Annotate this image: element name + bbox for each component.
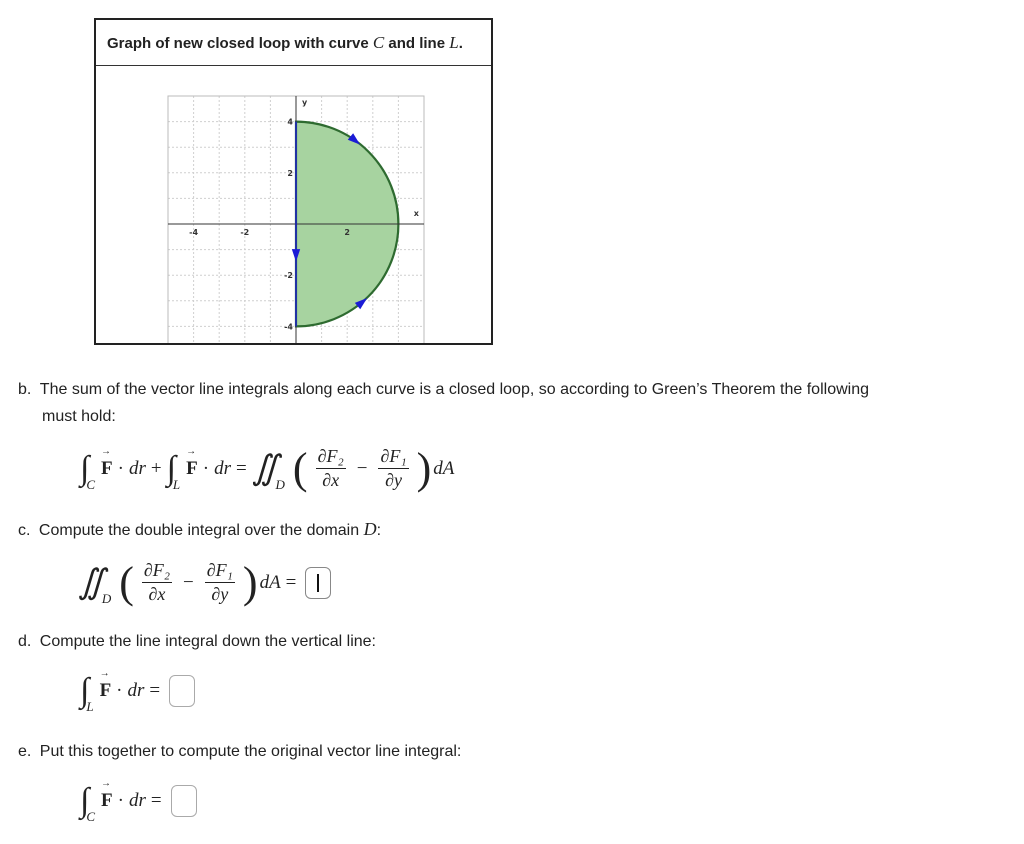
line-integral-answer-input[interactable] xyxy=(169,675,195,707)
part-c-equation: ∬ D ( $\frac{\text{∂F₂}}{\partial x}$ − $\frac{\text{∂F₁}}{\partial y}$ ) dA = xyxy=(78,560,331,605)
y-tick-label: -4 xyxy=(284,322,293,332)
part-b-text xyxy=(18,376,1008,430)
dA-c: dA xyxy=(259,571,281,593)
part-e-prompt: Put this together to compute the original vector line integral: xyxy=(39,743,462,760)
y-tick-label: 4 xyxy=(287,117,293,127)
dr-2: dr xyxy=(214,457,231,479)
text-cursor xyxy=(317,574,319,592)
vector-f-e: → F xyxy=(101,790,113,812)
part-e-text xyxy=(18,738,461,765)
vector-f: → F xyxy=(101,458,113,480)
dr-e: dr xyxy=(128,790,146,811)
part-c-colon: : xyxy=(376,522,382,539)
double-integral-sign: ∬ xyxy=(251,449,279,487)
part-d-prompt: Compute the line integral down the vertical line: xyxy=(39,633,376,650)
fraction-dF2-dx-c: $\frac{\text{∂F₂}}{\partial x}$ xyxy=(143,560,171,604)
y-tick-label: 2 xyxy=(287,168,293,178)
sub-c: C xyxy=(86,476,95,492)
fraction-dF1-dy: $\frac{\text{∂F₁}}{\partial y}$ xyxy=(380,446,407,490)
graph-title-line: L xyxy=(449,33,459,52)
integral-sign-l: ∫ xyxy=(166,449,176,487)
graph-panel xyxy=(94,18,493,345)
part-e-label: e. xyxy=(18,743,32,760)
integral-sign-d: ∫ xyxy=(80,672,90,709)
sub-d: D xyxy=(275,476,285,492)
sub-c-e: C xyxy=(86,809,95,824)
sub-d-c: D xyxy=(101,590,112,606)
graph-title-end: . xyxy=(458,35,463,52)
region-plot xyxy=(96,66,491,343)
graph-title-mid: and line xyxy=(388,35,446,52)
dr-d: dr xyxy=(127,680,145,701)
y-tick-label: -2 xyxy=(284,271,293,281)
part-d-equation: ∫ L → F · dr = xyxy=(80,674,195,708)
vector-f-2: → F xyxy=(186,458,198,480)
dA: dA xyxy=(433,457,455,479)
part-e-equation: ∫ C → F · dr = xyxy=(80,784,197,818)
double-integral-answer-input[interactable] xyxy=(305,567,331,599)
integral-sign-c: ∫ xyxy=(80,449,90,487)
fraction-dF1-dy-c: $\frac{\text{∂F₁}}{\partial y}$ xyxy=(206,560,233,604)
graph-title-curve: C xyxy=(372,33,385,52)
fraction-dF2-dx: $\frac{\text{∂F₂}}{\partial x}$ xyxy=(317,446,344,490)
dr-1: dr xyxy=(128,457,146,479)
sub-l-d: L xyxy=(86,699,94,714)
greens-theorem-equation: ∫ C → F · dr + ∫ L → F · dr = ∬ D ( $\frac{\text{∂F₂}}{\partial x}$ − $\frac{\text{∂F₁}}{\partial y}$ ) dA xyxy=(80,446,454,491)
x-tick-label: 2 xyxy=(344,228,350,237)
x-axis-label: x xyxy=(413,209,419,218)
graph-title xyxy=(96,20,491,66)
part-c-domain: D xyxy=(363,519,377,539)
part-c-label: c. xyxy=(18,522,31,539)
graph-title-prefix: Graph of new closed loop with curve xyxy=(107,35,369,52)
part-d-text xyxy=(18,628,376,655)
y-axis-label: y xyxy=(302,98,308,107)
double-integral-sign-c: ∬ xyxy=(78,563,105,601)
x-tick-label: -4 xyxy=(189,228,199,237)
integral-sign-e: ∫ xyxy=(80,782,90,819)
original-integral-answer-input[interactable] xyxy=(171,785,197,817)
part-b-label: b. xyxy=(18,381,32,398)
part-d-label: d. xyxy=(18,633,32,650)
sub-l: L xyxy=(172,476,181,492)
x-tick-label: -2 xyxy=(240,228,250,237)
vector-f-d: → F xyxy=(100,680,112,702)
part-c-prompt: Compute the double integral over the domain xyxy=(38,522,360,539)
part-b-line2: must hold: xyxy=(42,408,116,425)
part-b-line1: The sum of the vector line integrals along each curve is a closed loop, so according to Green’s Theorem the following xyxy=(39,381,869,398)
part-c-text xyxy=(18,516,381,544)
